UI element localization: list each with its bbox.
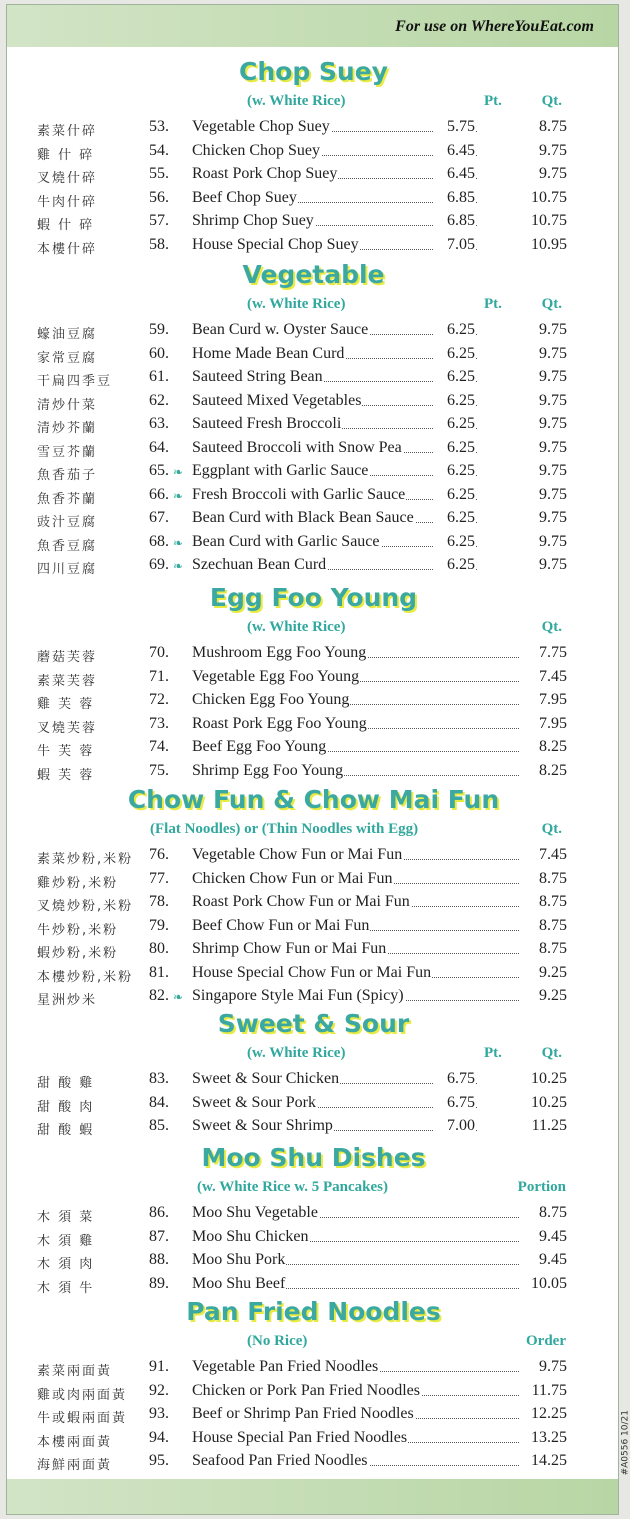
item-number: 60. <box>149 344 169 362</box>
item-price-quart: 7.95 <box>519 715 567 733</box>
item-name: Beef or Shrimp Pan Fried Noodles <box>192 1405 414 1422</box>
item-chinese-name: 蝦炒粉,米粉 <box>37 946 119 961</box>
item-chinese-name: 甜 酸 蝦 <box>37 1123 95 1138</box>
item-chinese-name: 魚香豆腐 <box>37 538 98 554</box>
menu-item-row <box>7 462 620 485</box>
item-number: 68. <box>149 532 169 550</box>
item-number: 75. <box>149 761 169 779</box>
menu-item-row <box>7 762 620 785</box>
item-price-pint: 6.25 <box>434 345 475 363</box>
column-header-pint: Pt. <box>484 296 502 312</box>
menu-item-row <box>7 1070 620 1093</box>
item-number: 55. <box>149 165 169 182</box>
column-header-quart: Order <box>526 1333 566 1349</box>
item-chinese-name: 蝦 什 碎 <box>37 218 95 233</box>
item-number: 54. <box>149 141 169 159</box>
item-name: Shrimp Chow Fun or Mai Fun <box>192 940 387 957</box>
item-price-quart: 9.75 <box>539 368 567 385</box>
column-header-pint: Pt. <box>484 1045 502 1061</box>
item-price-quart: 14.25 <box>519 1452 567 1470</box>
item-name: Vegetable Chop Suey <box>192 118 330 135</box>
item-name: Sauteed Broccoli with Snow Pea <box>192 438 402 456</box>
menu-item-row <box>7 738 620 761</box>
item-price-pint: 6.25 <box>434 509 475 527</box>
item-chinese-name: 素菜什碎 <box>37 124 98 139</box>
item-price-quart: 9.45 <box>519 1228 567 1246</box>
menu-item-row <box>7 1358 620 1381</box>
menu-item-row <box>7 964 620 987</box>
item-price-quart: 9.75 <box>539 509 567 526</box>
menu-item-row <box>7 486 620 509</box>
item-price-quart: 8.75 <box>519 893 567 911</box>
item-number: 92. <box>149 1381 169 1399</box>
item-number: 58. <box>149 235 169 253</box>
item-chinese-name: 叉燒什碎 <box>37 171 98 186</box>
item-price-quart: 9.75 <box>539 532 567 550</box>
item-price-quart: 9.75 <box>539 391 567 409</box>
item-chinese-name: 木 須 菜 <box>37 1210 95 1225</box>
item-name: Eggplant with Garlic Sauce <box>192 462 369 479</box>
item-chinese-name: 清炒什菜 <box>37 397 98 413</box>
item-price-quart: 9.75 <box>539 321 567 338</box>
item-number: 59. <box>149 321 169 338</box>
item-price-quart: 10.05 <box>519 1275 567 1293</box>
item-chinese-name: 海鮮兩面黃 <box>37 1458 113 1473</box>
item-name: Sauteed Fresh Broccoli <box>192 415 342 432</box>
item-price-quart: 9.75 <box>539 485 567 503</box>
item-name: Sweet & Sour Shrimp <box>192 1117 333 1134</box>
item-price-quart: 9.75 <box>519 1358 567 1376</box>
item-chinese-name: 魚香茄子 <box>37 468 98 483</box>
item-name: Home Made Bean Curd <box>192 344 345 362</box>
menu-item-row <box>7 917 620 940</box>
item-number: 64. <box>149 438 169 456</box>
item-price-quart: 7.95 <box>519 691 567 709</box>
item-chinese-name: 木 須 肉 <box>37 1257 95 1272</box>
item-price-quart: 9.75 <box>539 556 567 573</box>
menu-item-row <box>7 415 620 438</box>
item-price-pint: 6.85 <box>434 212 475 230</box>
item-name: Chicken Chop Suey <box>192 141 320 159</box>
item-price-quart: 8.75 <box>519 940 567 958</box>
item-number: 82. <box>149 987 169 1004</box>
item-price-quart: 9.45 <box>519 1251 567 1269</box>
menu-item-row <box>7 509 620 532</box>
item-name: House Special Pan Fried Noodles <box>192 1428 408 1446</box>
item-name: Vegetable Egg Foo Young <box>192 667 360 685</box>
item-name: Chicken Egg Foo Young <box>192 691 350 708</box>
menu-item-row <box>7 1452 620 1475</box>
item-chinese-name: 牛炒粉,米粉 <box>37 922 119 938</box>
item-name: Sweet & Sour Pork <box>192 1093 316 1111</box>
item-price-pint: 6.25 <box>434 439 475 457</box>
menu-item-row <box>7 893 620 916</box>
item-price-pint: 6.25 <box>434 486 475 504</box>
item-price-quart: 11.25 <box>531 1117 567 1134</box>
item-price-pint: 5.75 <box>434 118 475 136</box>
item-chinese-name: 清炒芥蘭 <box>37 421 98 436</box>
item-number: 83. <box>149 1070 169 1087</box>
side-code: #A0556 10/21 <box>620 1410 630 1476</box>
item-price-quart: 9.25 <box>519 987 567 1005</box>
item-number: 80. <box>149 940 169 957</box>
item-chinese-name: 木 須 牛 <box>37 1280 95 1296</box>
item-name: Beef Chop Suey <box>192 188 297 206</box>
item-name: Moo Shu Vegetable <box>192 1204 318 1221</box>
item-price-pint: 6.25 <box>434 321 475 339</box>
menu-item-row <box>7 870 620 893</box>
item-number: 77. <box>149 869 169 887</box>
item-number: 72. <box>149 691 169 708</box>
item-chinese-name: 蠔油豆腐 <box>37 327 98 342</box>
item-name: Vegetable Chow Fun or Mai Fun <box>192 846 403 863</box>
item-number: 85. <box>149 1117 169 1134</box>
menu-item-row <box>7 1228 620 1251</box>
item-price-quart: 8.75 <box>519 1204 567 1222</box>
item-price-pint: 6.25 <box>434 415 475 433</box>
item-chinese-name: 四川豆腐 <box>37 562 98 577</box>
item-name: Fresh Broccoli with Garlic Sauce <box>192 485 406 503</box>
item-chinese-name: 星洲炒米 <box>37 993 98 1008</box>
item-name: Beef Chow Fun or Mai Fun <box>192 916 370 934</box>
menu-item-row <box>7 556 620 579</box>
item-price-quart: 10.95 <box>531 235 567 253</box>
item-number: 93. <box>149 1405 169 1422</box>
section-title: Pan Fried Noodles <box>186 1297 441 1326</box>
item-number: 56. <box>149 188 169 206</box>
item-price-quart: 9.75 <box>539 141 567 159</box>
item-number: 87. <box>149 1227 169 1245</box>
item-number: 69. <box>149 556 169 573</box>
menu-item-row <box>7 533 620 556</box>
menu-item-row <box>7 1382 620 1405</box>
menu-item-row <box>7 392 620 415</box>
item-number: 65. <box>149 462 169 479</box>
item-number: 61. <box>149 368 169 385</box>
item-name: Sweet & Sour Chicken <box>192 1070 340 1087</box>
item-price-quart: 8.75 <box>519 870 567 888</box>
item-chinese-name: 蘑菇芙蓉 <box>37 650 98 665</box>
item-number: 66. <box>149 485 169 503</box>
item-chinese-name: 蝦 芙 蓉 <box>37 767 95 783</box>
item-number: 88. <box>149 1251 169 1268</box>
menu-item-row <box>7 715 620 738</box>
item-price-pint: 6.45 <box>434 165 475 183</box>
item-name: Singapore Style Mai Fun (Spicy) <box>192 987 404 1004</box>
item-price-pint: 7.05 <box>434 236 475 254</box>
menu-item-row <box>7 691 620 714</box>
menu-item-row <box>7 439 620 462</box>
item-number: 94. <box>149 1428 169 1446</box>
section-subtitle: (No Rice) <box>247 1333 308 1349</box>
item-chinese-name: 素菜芙蓉 <box>37 673 98 689</box>
item-number: 78. <box>149 893 169 910</box>
item-number: 57. <box>149 212 169 229</box>
menu-item-row <box>7 1275 620 1298</box>
item-name: Chicken Chow Fun or Mai Fun <box>192 869 393 887</box>
section-subtitle: (w. White Rice) <box>247 93 346 109</box>
column-header-quart: Qt. <box>541 821 562 837</box>
menu-item-row <box>7 1204 620 1227</box>
item-price-quart: 12.25 <box>519 1405 567 1423</box>
item-chinese-name: 魚香芥蘭 <box>37 491 98 507</box>
menu-item-row <box>7 987 620 1010</box>
menu-page <box>6 4 619 1515</box>
item-name: Roast Pork Chop Suey <box>192 165 338 182</box>
item-chinese-name: 甜 酸 肉 <box>37 1099 95 1115</box>
section-title: Chow Fun & Chow Mai Fun <box>127 785 500 814</box>
item-price-quart: 7.75 <box>519 644 567 662</box>
item-name: Chicken or Pork Pan Fried Noodles <box>192 1381 420 1399</box>
item-name: House Special Chop Suey <box>192 235 359 253</box>
item-number: 53. <box>149 118 169 135</box>
item-name: Beef Egg Foo Young <box>192 738 327 755</box>
menu-item-row <box>7 668 620 691</box>
item-name: Bean Curd with Black Bean Sauce <box>192 509 414 526</box>
item-price-quart: 10.25 <box>531 1093 567 1111</box>
item-price-quart: 8.75 <box>519 917 567 935</box>
menu-item-row <box>7 165 620 188</box>
item-name: Roast Pork Chow Fun or Mai Fun <box>192 893 410 910</box>
item-price-quart: 13.25 <box>519 1429 567 1447</box>
section-subtitle: (w. White Rice w. 5 Pancakes) <box>197 1179 388 1195</box>
item-chinese-name: 雞 芙 蓉 <box>37 697 95 712</box>
column-header-quart: Qt. <box>541 93 562 109</box>
item-chinese-name: 素菜炒粉,米粉 <box>37 852 134 867</box>
item-name: Mushroom Egg Foo Young <box>192 644 367 661</box>
item-chinese-name: 素菜兩面黃 <box>37 1364 113 1379</box>
item-name: Moo Shu Beef <box>192 1274 286 1292</box>
item-chinese-name: 豉汁豆腐 <box>37 515 98 530</box>
item-number: 95. <box>149 1452 169 1469</box>
item-price-pint: 6.85 <box>434 189 475 207</box>
section-title: Egg Foo Young <box>209 583 418 612</box>
item-name: Seafood Pan Fried Noodles <box>192 1452 368 1469</box>
item-chinese-name: 本樓炒粉,米粉 <box>37 969 134 985</box>
item-price-quart: 10.25 <box>531 1070 567 1087</box>
spicy-icon: ❧ <box>173 488 184 503</box>
item-chinese-name: 干扁四季豆 <box>37 374 113 389</box>
menu-item-row <box>7 1251 620 1274</box>
item-price-pint: 6.75 <box>434 1070 475 1088</box>
item-price-pint: 6.45 <box>434 142 475 160</box>
menu-item-row <box>7 118 620 141</box>
item-name: Sauteed String Bean <box>192 368 323 385</box>
menu-item-row <box>7 321 620 344</box>
section-title: Vegetable <box>242 260 385 289</box>
item-name: Shrimp Egg Foo Young <box>192 761 344 779</box>
item-number: 63. <box>149 415 169 432</box>
item-price-quart: 8.25 <box>519 762 567 780</box>
item-price-quart: 9.75 <box>539 438 567 456</box>
column-header-quart: Qt. <box>541 619 562 635</box>
item-number: 79. <box>149 916 169 934</box>
item-name: Sauteed Mixed Vegetables <box>192 391 362 409</box>
item-price-quart: 9.75 <box>539 462 567 479</box>
section-title: Moo Shu Dishes <box>201 1143 426 1172</box>
item-price-quart: 10.75 <box>531 212 567 229</box>
item-price-pint: 7.00 <box>434 1117 475 1135</box>
item-price-pint: 6.25 <box>434 533 475 551</box>
item-price-pint: 6.25 <box>434 392 475 410</box>
item-name: Moo Shu Chicken <box>192 1227 309 1245</box>
menu-item-row <box>7 644 620 667</box>
item-number: 62. <box>149 391 169 409</box>
item-price-pint: 6.25 <box>434 368 475 386</box>
item-chinese-name: 雞或肉兩面黃 <box>37 1387 128 1403</box>
item-price-quart: 7.45 <box>519 668 567 686</box>
item-chinese-name: 本樓什碎 <box>37 241 98 257</box>
item-number: 74. <box>149 738 169 755</box>
item-chinese-name: 雞 什 碎 <box>37 147 95 163</box>
item-number: 91. <box>149 1358 169 1375</box>
menu-item-row <box>7 142 620 165</box>
item-price-pint: 6.25 <box>434 556 475 574</box>
item-price-quart: 9.75 <box>539 344 567 362</box>
item-chinese-name: 牛或蝦兩面黃 <box>37 1411 128 1426</box>
menu-item-row <box>7 1094 620 1117</box>
item-price-quart: 11.75 <box>519 1382 567 1400</box>
item-price-pint: 6.25 <box>434 462 475 480</box>
item-price-quart: 9.25 <box>519 964 567 982</box>
item-name: Roast Pork Egg Foo Young <box>192 714 367 732</box>
menu-item-row <box>7 940 620 963</box>
section-subtitle: (w. White Rice) <box>247 296 346 312</box>
menu-item-row <box>7 1117 620 1140</box>
item-price-quart: 8.25 <box>519 738 567 756</box>
menu-item-row <box>7 368 620 391</box>
item-name: Shrimp Chop Suey <box>192 212 314 229</box>
spicy-icon: ❧ <box>173 559 184 573</box>
item-price-pint: 6.75 <box>434 1094 475 1112</box>
section-subtitle: (w. White Rice) <box>247 619 346 635</box>
item-price-quart: 7.45 <box>519 846 567 864</box>
item-price-quart: 10.75 <box>531 188 567 206</box>
section-subtitle: (w. White Rice) <box>247 1045 346 1061</box>
item-price-quart: 9.75 <box>539 165 567 182</box>
item-number: 81. <box>149 963 169 981</box>
menu-item-row <box>7 1429 620 1452</box>
item-number: 70. <box>149 644 169 661</box>
item-name: Bean Curd with Garlic Sauce <box>192 532 380 550</box>
menu-item-row <box>7 189 620 212</box>
item-price-quart: 8.75 <box>539 118 567 135</box>
column-header-quart: Qt. <box>541 296 562 312</box>
section-title: Sweet & Sour <box>217 1009 410 1038</box>
column-header-quart: Portion <box>517 1179 566 1195</box>
item-chinese-name: 家常豆腐 <box>37 350 98 366</box>
item-chinese-name: 本樓兩面黃 <box>37 1434 113 1450</box>
item-chinese-name: 叉燒炒粉,米粉 <box>37 899 134 914</box>
item-chinese-name: 雞炒粉,米粉 <box>37 875 119 891</box>
item-number: 73. <box>149 714 169 732</box>
column-header-quart: Qt. <box>541 1045 562 1061</box>
section-title: Chop Suey <box>239 57 388 86</box>
spicy-icon: ❧ <box>173 535 184 550</box>
item-number: 67. <box>149 509 169 526</box>
section-subtitle: (Flat Noodles) or (Thin Noodles with Egg) <box>150 821 419 837</box>
spicy-icon: ❧ <box>173 465 184 479</box>
spicy-icon: ❧ <box>173 990 184 1004</box>
item-chinese-name: 牛肉什碎 <box>37 194 98 210</box>
item-name: Bean Curd w. Oyster Sauce <box>192 321 369 338</box>
item-price-quart: 9.75 <box>539 415 567 432</box>
item-chinese-name: 甜 酸 雞 <box>37 1076 95 1091</box>
item-chinese-name: 木 須 雞 <box>37 1233 95 1249</box>
menu-item-row <box>7 1405 620 1428</box>
item-number: 71. <box>149 667 169 685</box>
footer-bar <box>7 1479 618 1514</box>
item-name: Moo Shu Pork <box>192 1251 286 1268</box>
item-name: Vegetable Pan Fried Noodles <box>192 1358 379 1375</box>
item-chinese-name: 雪豆芥蘭 <box>37 444 98 460</box>
item-name: Szechuan Bean Curd <box>192 556 327 573</box>
menu-item-row <box>7 236 620 259</box>
menu-item-row <box>7 846 620 869</box>
item-number: 84. <box>149 1093 169 1111</box>
item-chinese-name: 叉燒芙蓉 <box>37 720 98 736</box>
item-chinese-name: 牛 芙 蓉 <box>37 744 95 759</box>
menu-item-row <box>7 212 620 235</box>
item-number: 86. <box>149 1204 169 1221</box>
column-header-pint: Pt. <box>484 93 502 109</box>
item-name: House Special Chow Fun or Mai Fun <box>192 963 432 981</box>
menu-item-row <box>7 345 620 368</box>
header-bar <box>7 5 618 47</box>
item-number: 89. <box>149 1274 169 1292</box>
item-number: 76. <box>149 846 169 863</box>
header-text: For use on WhereYouEat.com <box>395 18 594 35</box>
